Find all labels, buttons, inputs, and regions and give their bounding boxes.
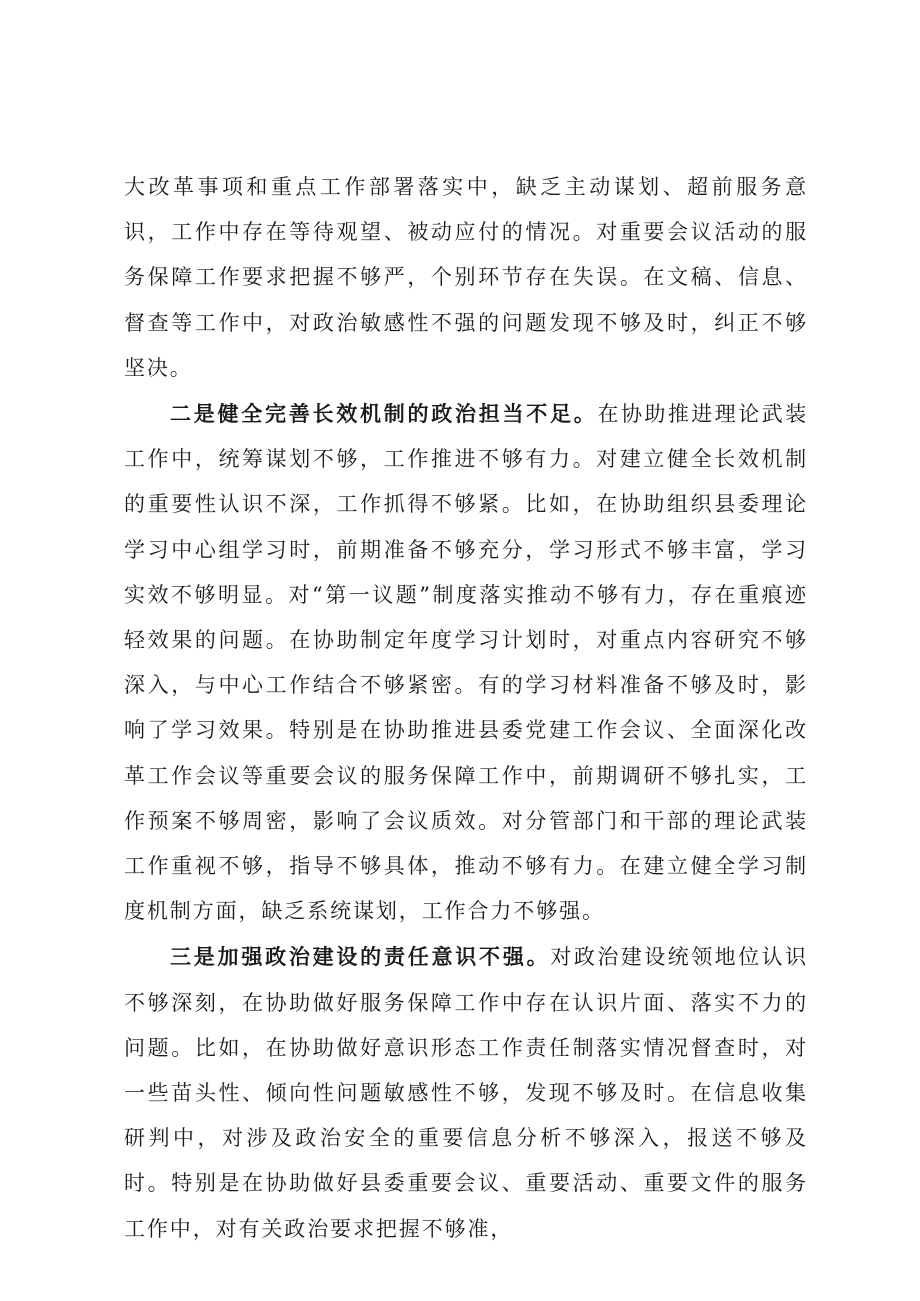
paragraph-1 <box>124 165 808 391</box>
paragraph-2-lead: 二是健全完善长效机制的政治担当不足。 <box>170 401 598 427</box>
paragraph-3-lead: 三是加强政治建设的责任意识不强。 <box>170 944 551 970</box>
paragraph-3-text: 对政治建设统领地位认识不够深刻，在协助做好服务保障工作中存在认识片面、落实不力的问题。比如，在协助做好意识形态工作责任制落实情况督查时，对一些苗头性、倾向性问题敏感性不够，发现不够及时。在信息收集研判中，对涉及政治安全的重要信息分析不够深入，报送不够及时。特别是在协助做好县委重要会议、重要活动、重要文件的服务工作中，对有关政治要求把握不够准， <box>124 945 809 1241</box>
document-body <box>124 165 808 1252</box>
paragraph-1-text: 大改革事项和重点工作部署落实中，缺乏主动谋划、超前服务意识，工作中存在等待观望、被动应付的情况。对重要会议活动的服务保障工作要求把握不够严，个别环节存在失误。在文稿、信息、督查等工作中，对政治敏感性不强的问题发现不够及时，纠正不够坚决。 <box>124 175 808 380</box>
paragraph-2 <box>124 391 808 934</box>
paragraph-2-text: 在协助推进理论武装工作中，统筹谋划不够，工作推进不够有力。对建立健全长效机制的重要性认识不深，工作抓得不够紧。比如，在协助组织县委理论学习中心组学习时，前期准备不够充分，学习形式不够丰富，学习实效不够明显。对“第一议题”制度落实推动不够有力，存在重痕迹轻效果的问题。在协助制定年度学习计划时，对重点内容研究不够深入，与中心工作结合不够紧密。有的学习材料准备不够及时，影响了学习效果。特别是在协助推进县委党建工作会议、全面深化改革工作会议等重要会议的服务保障工作中，前期调研不够扎实，工作预案不够周密，影响了会议质效。对分管部门和干部的理论武装工作重视不够，指导不够具体，推动不够有力。在建立健全学习制度机制方面，缺乏系统谋划，工作合力不够强。 <box>124 402 808 924</box>
paragraph-3 <box>124 934 808 1251</box>
